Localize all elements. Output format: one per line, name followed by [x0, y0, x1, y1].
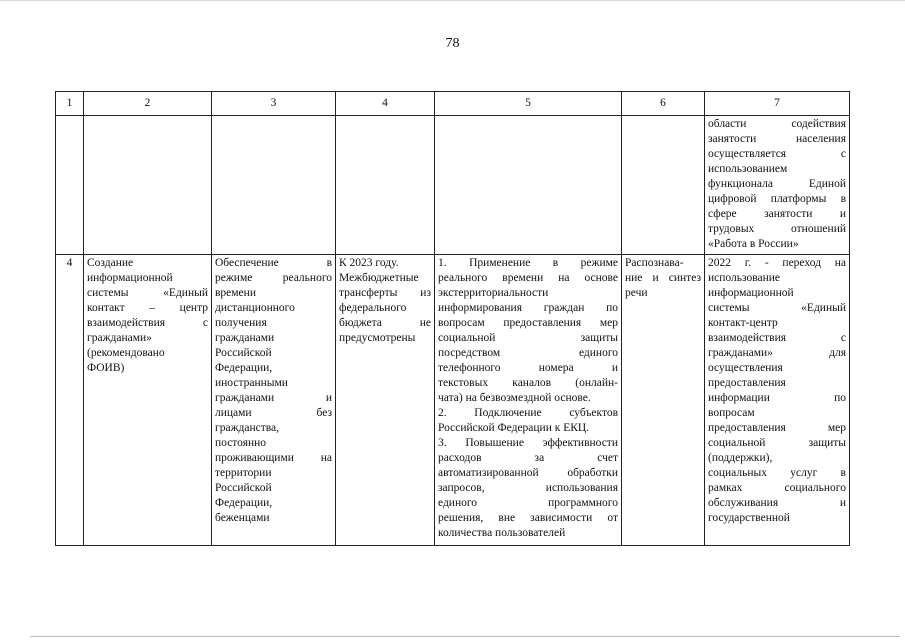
cell-text-line: телефонного номера и: [438, 362, 618, 374]
cell-text-line: 2. Подключение субъектов: [438, 407, 618, 419]
table-row-continuation: [56, 116, 850, 255]
cell-text-line: Федерации,: [215, 497, 273, 509]
cell-text-line: «Работа в России»: [708, 238, 799, 250]
cell-text-line: 1. Применение в режиме: [438, 257, 618, 269]
header-cell-2: 2: [84, 92, 212, 116]
cell-text-line: функционала Единой: [708, 178, 846, 190]
cell-empty: [56, 116, 84, 255]
cell-text-line: гражданами: [215, 332, 275, 344]
cell-text-line: Российской: [215, 347, 272, 359]
cell-text-line: цифровой платформы в: [708, 193, 846, 205]
cell-text-line: осуществляется с: [708, 148, 846, 160]
cell-text-line: К 2023 году.: [339, 257, 399, 269]
table-row: [56, 255, 850, 546]
cell-empty: [435, 116, 622, 255]
header-cell-4: 4: [336, 92, 435, 116]
cell-text-line: предоставления мер: [708, 422, 846, 434]
cell-text-line: количества пользователей: [438, 527, 566, 539]
cell-text-line: взаимодействия с: [87, 317, 208, 329]
cell-empty: [336, 116, 435, 255]
cell-text-line: контакт – центр: [87, 302, 208, 314]
header-cell-5: 5: [435, 92, 622, 116]
header-cell-7: 7: [705, 92, 850, 116]
header-row: [56, 92, 850, 116]
cell-deadline-funding: [336, 255, 435, 546]
cell-text-line: трудовых отношений: [708, 223, 846, 235]
cell-text-line: социальных услуг в: [708, 467, 846, 479]
cell-text-line: посредством единого: [438, 347, 618, 359]
cell-measure-name: [84, 255, 212, 546]
cell-text-line: использование: [708, 272, 781, 284]
cell-text-line: решения, вне зависимости от: [438, 512, 618, 524]
cell-text-line: автоматизированной обработки: [438, 467, 618, 479]
cell-text-line: 3. Повышение эффективности: [438, 437, 618, 449]
top-scan-edge: [0, 0, 905, 1]
cell-text-line: гражданства,: [215, 422, 280, 434]
cell-text-line: вопросам предоставления мер: [438, 317, 618, 329]
cell-text-line: запросов, использования: [438, 482, 618, 494]
cell-text-line: расходов за счет: [438, 452, 618, 464]
cell-text-line: проживающими на: [215, 452, 332, 464]
cell-text-line: реального времени на основе: [438, 272, 618, 284]
cell-text-line: осуществления: [708, 362, 783, 374]
cell-text-line: занятости населения: [708, 133, 846, 145]
cell-text-line: Федерации,: [215, 362, 273, 374]
header-cell-6: 6: [622, 92, 705, 116]
cell-purpose: [212, 255, 336, 546]
cell-text-line: Российской Федерации к ЕКЦ.: [438, 422, 590, 434]
cell-text-line: режиме реального: [215, 272, 332, 284]
cell-text-line: гражданами и: [215, 392, 332, 404]
cell-text-line: рамках социального: [708, 482, 846, 494]
cell-results: [705, 255, 850, 546]
cell-text-line: дистанционного: [215, 302, 295, 314]
cell-text-line: гражданами»: [87, 332, 152, 344]
cell-text-line: Российской: [215, 482, 272, 494]
cell-text-line: лицами без: [215, 407, 332, 419]
header-cell-1: 1: [56, 92, 84, 116]
cell-text-line: социальной защиты: [708, 437, 846, 449]
cell-text-line: сфере занятости и: [708, 208, 846, 220]
cell-text-line: системы «Единый: [708, 302, 846, 314]
cell-text-line: социальной защиты: [438, 332, 618, 344]
cell-text-line: беженцами: [215, 512, 270, 524]
cell-text-line: федерального: [339, 302, 407, 314]
cell-text-line: единого программного: [438, 497, 618, 509]
cell-text-line: контакт-центр: [708, 317, 778, 329]
cell-text-line: вопросам: [708, 407, 755, 419]
cell-text-line: информационной: [87, 272, 173, 284]
cell-empty: [622, 116, 705, 255]
cell-text-line: времени: [215, 287, 256, 299]
cell-text-line: Обеспечение в: [215, 257, 332, 269]
cell-text-line: Распознава-: [625, 257, 684, 269]
cell-text-line: Создание: [87, 257, 134, 269]
cell-text-line: использованием: [708, 163, 788, 175]
cell-text-line: территории: [215, 467, 272, 479]
cell-text-line: бюджета не: [339, 317, 431, 329]
cell-text-line: ние и синтез: [625, 272, 701, 284]
cell-text-line: Межбюджетные: [339, 272, 419, 284]
cell-text-line: гражданами» для: [708, 347, 846, 359]
header-cell-3: 3: [212, 92, 336, 116]
data-table: [55, 91, 850, 546]
cell-text-line: предусмотрены: [339, 332, 416, 344]
bottom-scan-edge: [30, 636, 900, 637]
cell-text-line: 2022 г. - переход на: [708, 257, 846, 269]
cell-text-line: системы «Единый: [87, 287, 208, 299]
cell-text-line: текстовых каналов (онлайн-: [438, 377, 618, 389]
cell-empty: [212, 116, 336, 255]
page-number: 78: [445, 36, 460, 51]
cell-text-line: информационной: [708, 287, 794, 299]
cell-text-line: взаимодействия с: [708, 332, 846, 344]
cell-text-line: предоставления: [708, 377, 786, 389]
cell-text-line: чата) на безвозмездной основе.: [438, 392, 591, 404]
cell-text-line: области содействия: [708, 118, 846, 130]
cell-text-line: иностранными: [215, 377, 288, 389]
cell-text-line: трансферты из: [339, 287, 431, 299]
cell-description: [435, 255, 622, 546]
cell-text-line: речи: [625, 287, 648, 299]
cell-text-line: информирования граждан по: [438, 302, 618, 314]
row-number: 4: [56, 255, 84, 546]
cell-text-line: (рекомендовано: [87, 347, 165, 359]
cell-empty: [84, 116, 212, 255]
cell-text-line: государственной: [708, 512, 790, 524]
cell-text-line: постоянно: [215, 437, 267, 449]
cell-text-line: получения: [215, 317, 267, 329]
cell-technologies: [622, 255, 705, 546]
cell-results-continuation: [705, 116, 850, 255]
cell-text-line: информации по: [708, 392, 846, 404]
cell-text-line: ФОИВ): [87, 362, 125, 374]
cell-text-line: обслуживания и: [708, 497, 846, 509]
cell-text-line: экстерриториальности: [438, 287, 549, 299]
cell-text-line: (поддержки),: [708, 452, 773, 464]
